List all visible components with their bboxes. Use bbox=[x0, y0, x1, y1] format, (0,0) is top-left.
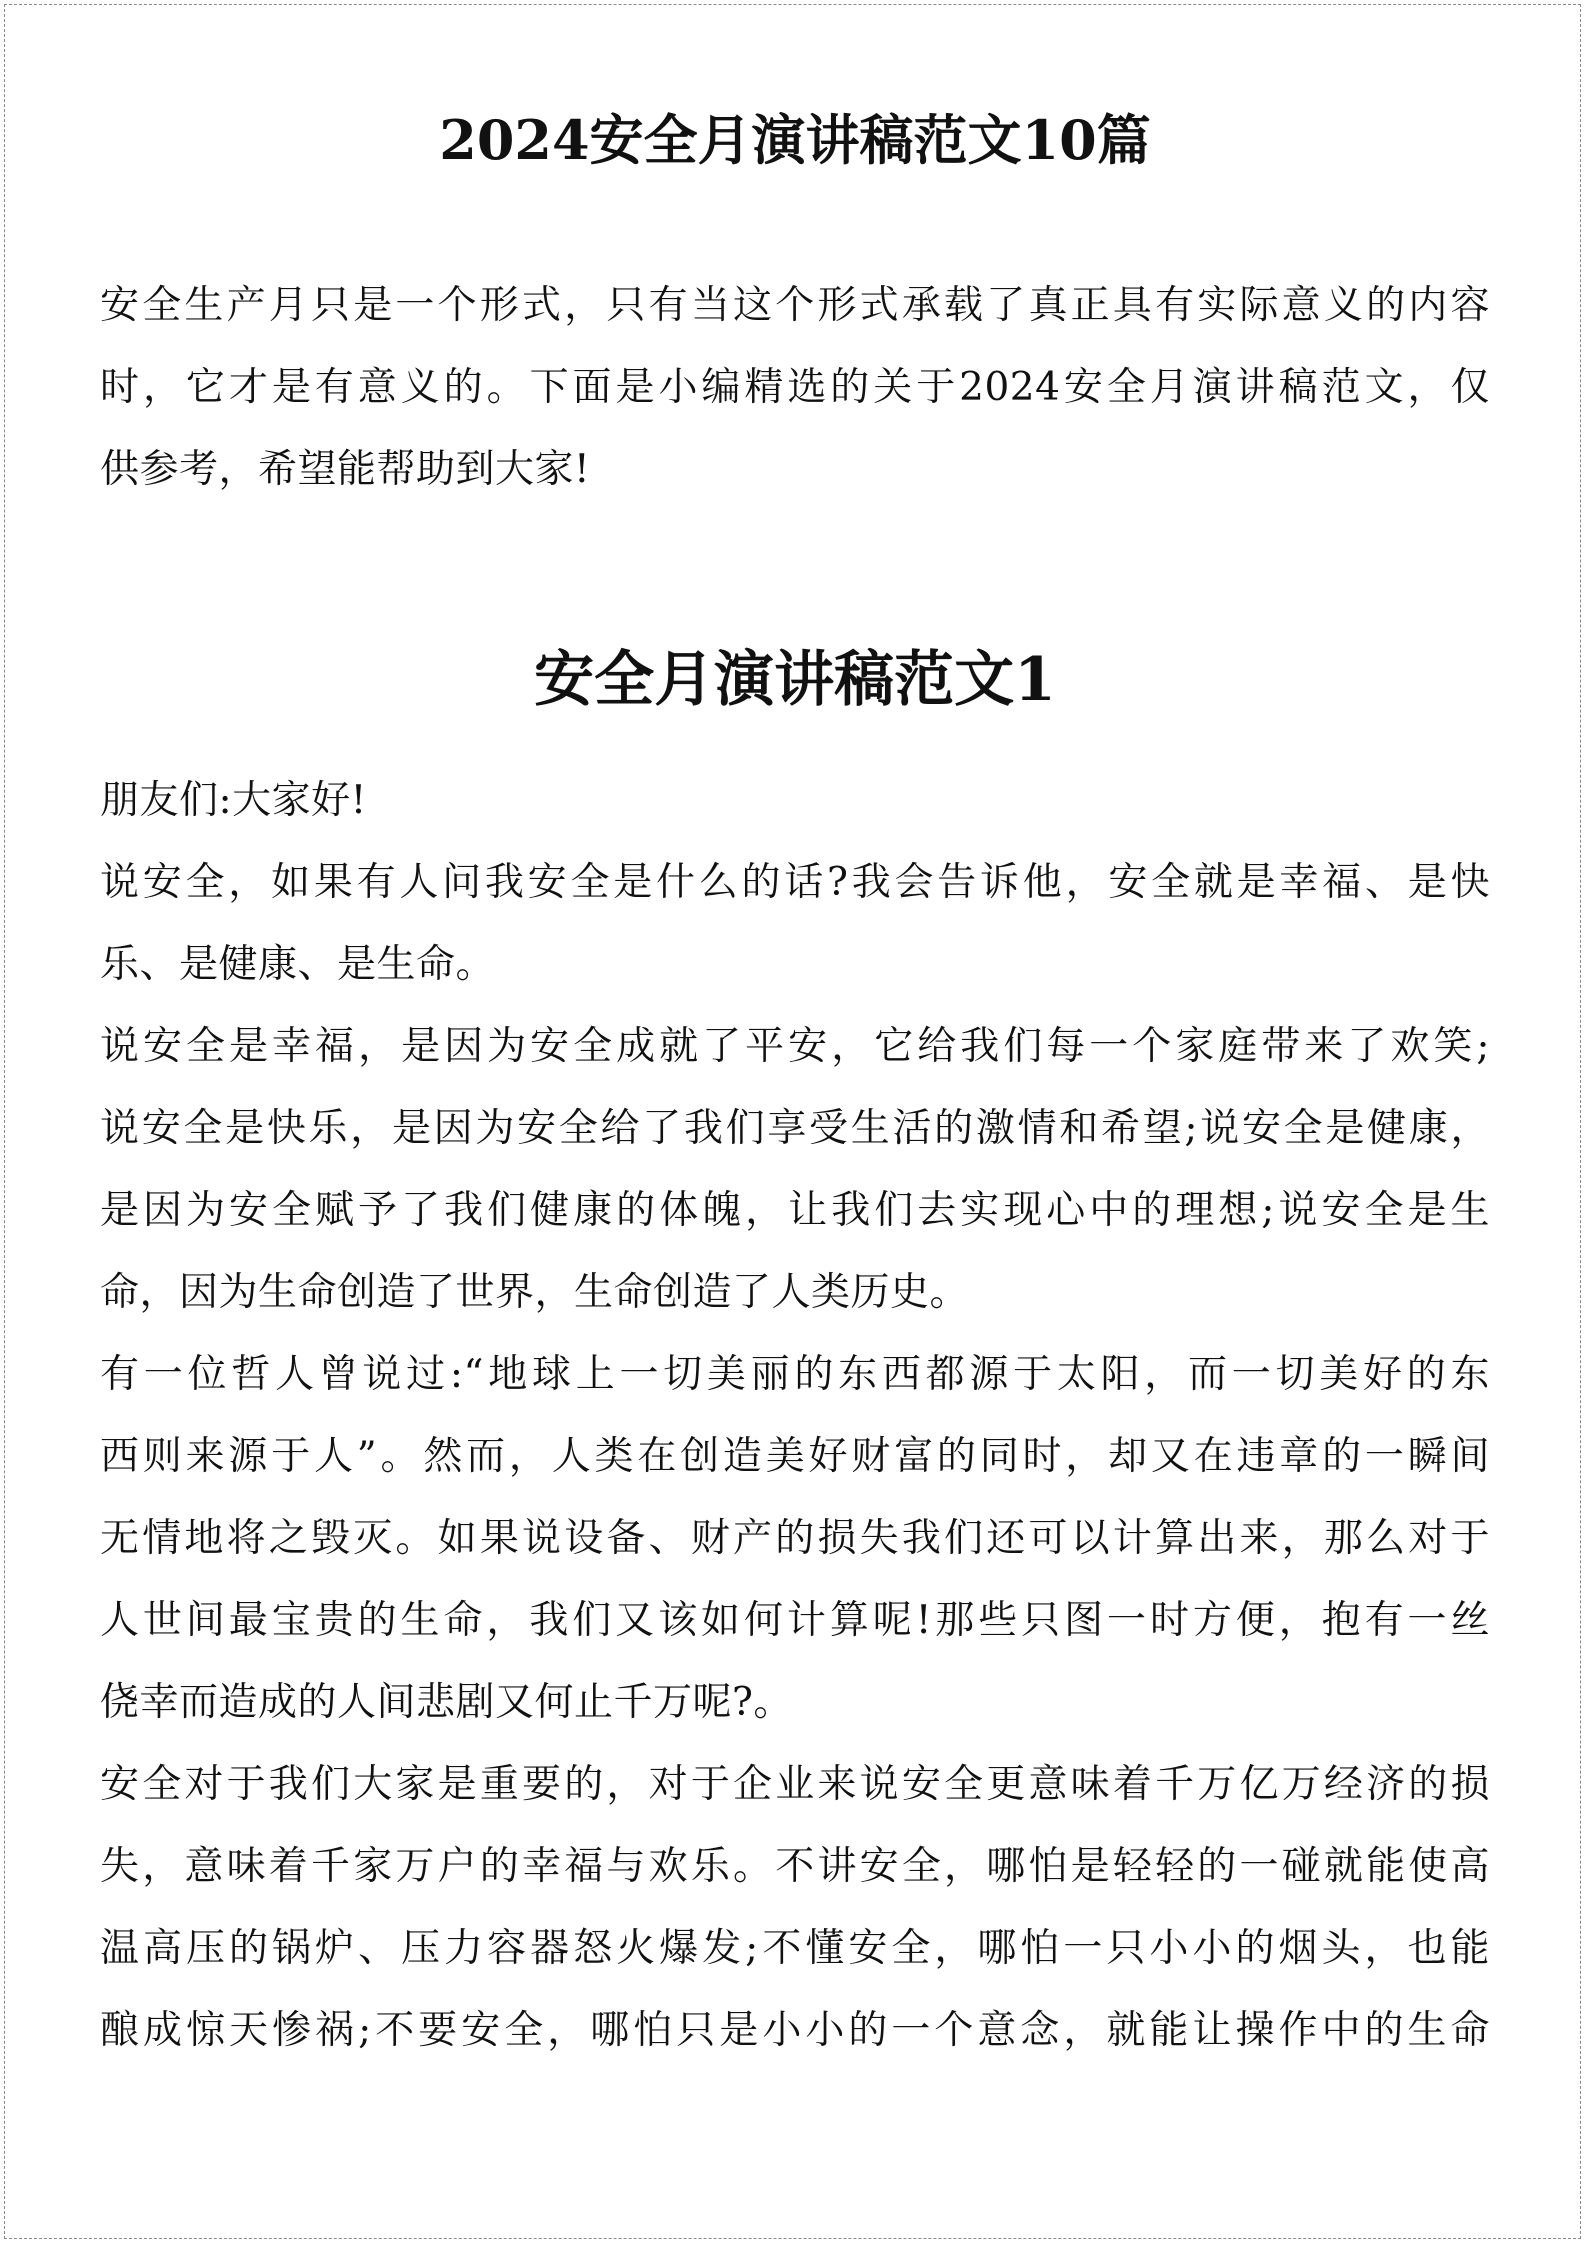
intro-line: 时，它才是有意义的。下面是小编精选的关于2024安全月演讲稿范文，仅 bbox=[100, 365, 1490, 410]
body-line: 说安全是快乐，是因为安全给了我们享受生活的激情和希望;说安全是健康， bbox=[100, 1106, 1490, 1151]
document-title: 2024安全月演讲稿范文10篇 bbox=[439, 108, 1151, 172]
body-line: 酿成惊天惨祸;不要安全，哪怕只是小小的一个意念，就能让操作中的生命 bbox=[100, 2008, 1490, 2053]
body-line: 是因为安全赋予了我们健康的体魄，让我们去实现心中的理想;说安全是生 bbox=[100, 1188, 1490, 1233]
body-line: 温高压的锅炉、压力容器怒火爆发;不懂安全，哪怕一只小小的烟头，也能 bbox=[100, 1926, 1490, 1971]
intro-paragraph bbox=[100, 265, 1490, 511]
body-line: 安全对于我们大家是重要的，对于企业来说安全更意味着千万亿万经济的损 bbox=[100, 1762, 1490, 1807]
body-line: 侥幸而造成的人间悲剧又何止千万呢?。 bbox=[100, 1680, 793, 1725]
intro-line: 供参考，希望能帮助到大家! bbox=[100, 447, 591, 492]
body-line: 失，意味着千家万户的幸福与欢乐。不讲安全，哪怕是轻轻的一碰就能使高 bbox=[100, 1844, 1490, 1889]
intro-line: 安全生产月只是一个形式，只有当这个形式承载了真正具有实际意义的内容 bbox=[100, 283, 1490, 328]
body-line: 说安全，如果有人问我安全是什么的话?我会告诉他，安全就是幸福、是快 bbox=[100, 860, 1490, 905]
speech-body bbox=[100, 760, 1490, 2072]
body-line: 西则来源于人”。然而，人类在创造美好财富的同时，却又在违章的一瞬间 bbox=[100, 1434, 1490, 1479]
body-line: 乐、是健康、是生命。 bbox=[100, 942, 496, 987]
section-title: 安全月演讲稿范文1 bbox=[534, 645, 1056, 715]
body-line: 有一位哲人曾说过:“地球上一切美丽的东西都源于太阳，而一切美好的东 bbox=[100, 1352, 1490, 1397]
body-line: 命，因为生命创造了世界，生命创造了人类历史。 bbox=[100, 1270, 970, 1315]
body-line: 人世间最宝贵的生命，我们又该如何计算呢!那些只图一时方便，抱有一丝 bbox=[100, 1598, 1490, 1643]
body-line: 朋友们:大家好! bbox=[100, 778, 367, 823]
body-line: 无情地将之毁灭。如果说设备、财产的损失我们还可以计算出来，那么对于 bbox=[100, 1516, 1490, 1561]
body-line: 说安全是幸福，是因为安全成就了平安，它给我们每一个家庭带来了欢笑; bbox=[100, 1024, 1490, 1069]
